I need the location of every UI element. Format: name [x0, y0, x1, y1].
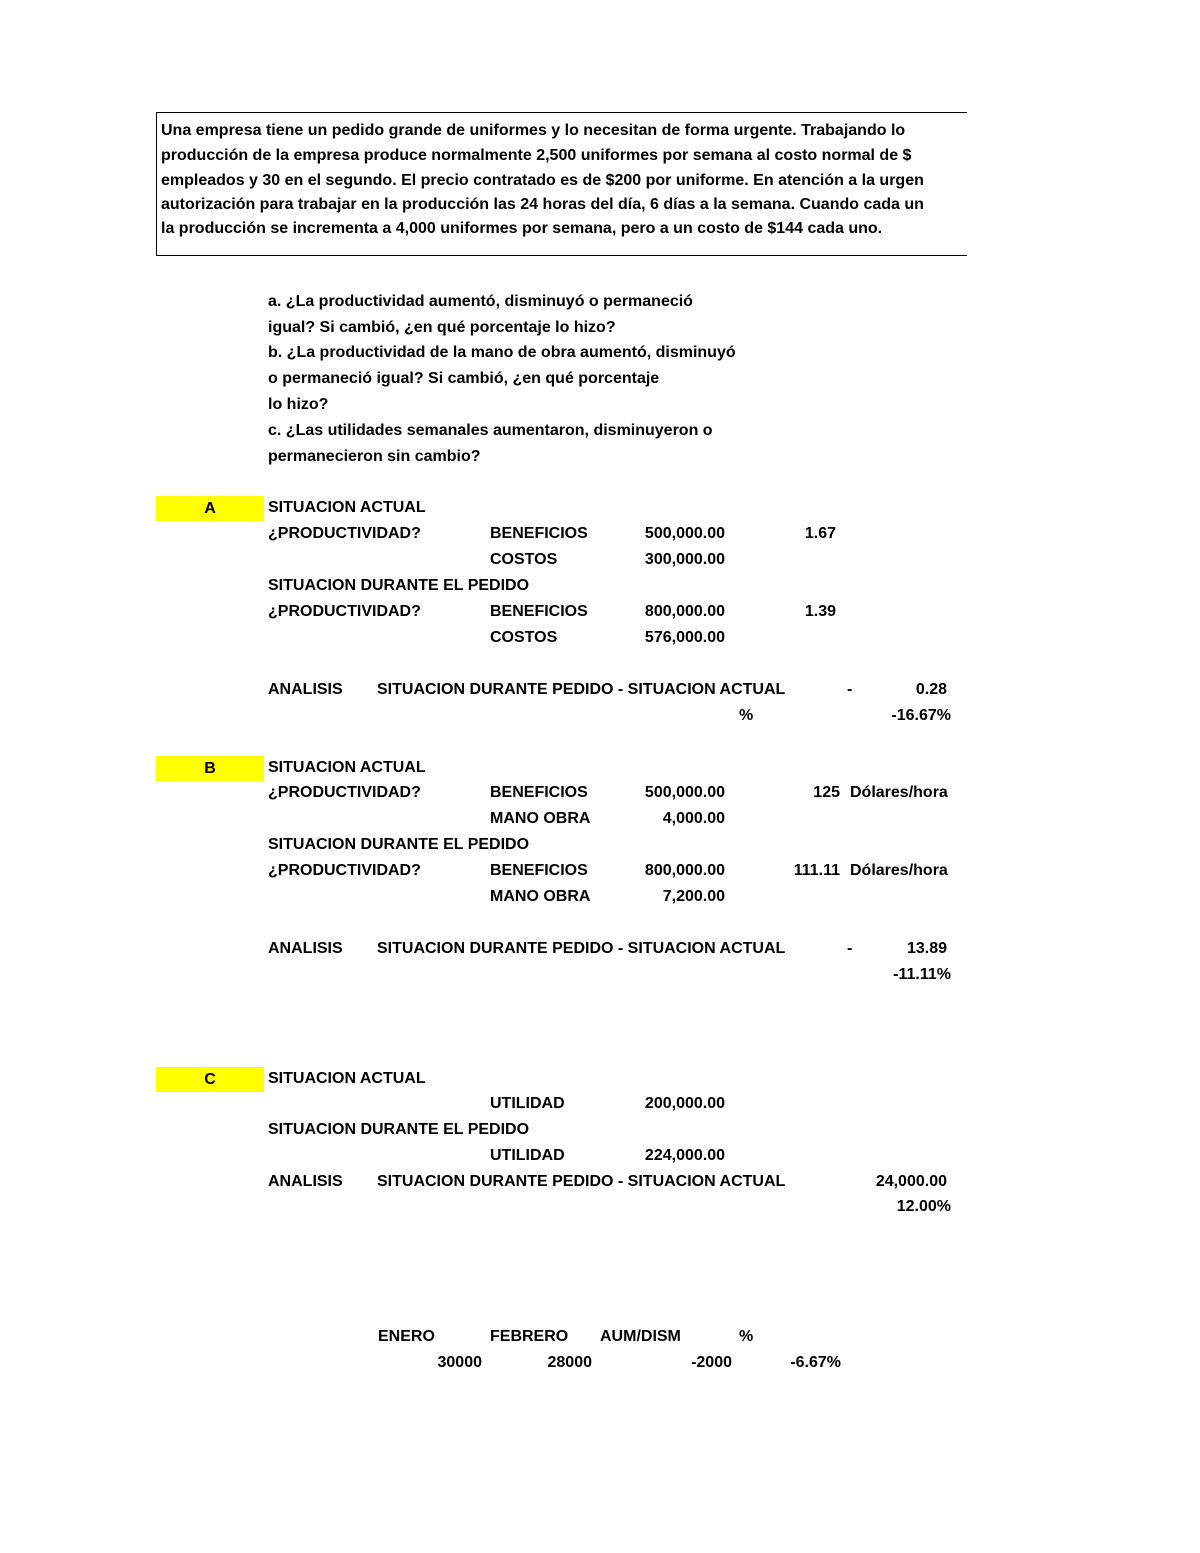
section-subtitle: SITUACION DURANTE EL PEDIDO [268, 1121, 530, 1138]
percent-label: % [739, 707, 754, 724]
analysis-label: ANALISIS [268, 940, 343, 957]
benefits-value: 500,000.00 [644, 784, 725, 801]
analysis-formula: SITUACION DURANTE PEDIDO - SITUACION ACTUAL [377, 940, 786, 957]
labor-label: MANO OBRA [490, 810, 591, 827]
labor-value: 7,200.00 [662, 888, 725, 905]
question-line: a. ¿La productividad aumentó, disminuyó o permaneció [268, 293, 693, 310]
productivity-unit: Dólares/hora [850, 784, 948, 801]
costs-value: 300,000.00 [644, 551, 725, 568]
problem-line: autorización para trabajar en la producción las 24 horas del día, 6 días a la semana. Cuando cada un [161, 196, 924, 213]
problem-line: la producción se incrementa a 4,000 uniformes por semana, pero a un costo de $144 cada uno. [161, 220, 883, 237]
productivity-ratio: 1.67 [804, 525, 836, 542]
problem-line: producción de la empresa produce normalmente 2,500 uniformes por semana al costo normal de $ [161, 147, 912, 164]
section-tag-c: C [156, 1067, 264, 1092]
cell-febrero: 28000 [547, 1354, 592, 1371]
column-header-enero: ENERO [378, 1328, 435, 1345]
problem-statement-box [156, 112, 967, 256]
column-header-percent: % [739, 1328, 754, 1345]
labor-label: MANO OBRA [490, 888, 591, 905]
problem-line: empleados y 30 en el segundo. El precio contratado es de $200 por uniforme. En atención a la urgen [161, 172, 924, 189]
productivity-label: ¿PRODUCTIVIDAD? [268, 603, 421, 620]
analysis-label: ANALISIS [268, 1173, 343, 1190]
question-line: igual? Si cambió, ¿en qué porcentaje lo hizo? [268, 319, 616, 336]
column-header-aum-dism: AUM/DISM [600, 1328, 681, 1345]
benefits-label: BENEFICIOS [490, 862, 588, 879]
section-title: SITUACION ACTUAL [268, 1070, 426, 1087]
profit-value: 200,000.00 [644, 1095, 725, 1112]
section-tag-a: A [156, 496, 264, 521]
benefits-value: 800,000.00 [644, 862, 725, 879]
analysis-dash: - [847, 940, 853, 957]
benefits-label: BENEFICIOS [490, 525, 588, 542]
benefits-value: 800,000.00 [644, 603, 725, 620]
section-tag-b: B [156, 756, 264, 781]
analysis-label: ANALISIS [268, 681, 343, 698]
section-subtitle: SITUACION DURANTE EL PEDIDO [268, 836, 530, 853]
cell-aum-dism: -2000 [691, 1354, 732, 1371]
analysis-percent: -16.67% [891, 707, 951, 724]
section-title: SITUACION ACTUAL [268, 759, 426, 776]
costs-label: COSTOS [490, 629, 558, 646]
profit-value: 224,000.00 [644, 1147, 725, 1164]
analysis-difference: 24,000.00 [875, 1173, 947, 1190]
section-subtitle: SITUACION DURANTE EL PEDIDO [268, 577, 530, 594]
analysis-difference: 13.89 [906, 940, 947, 957]
profit-label: UTILIDAD [490, 1147, 565, 1164]
section-title: SITUACION ACTUAL [268, 499, 426, 516]
analysis-formula: SITUACION DURANTE PEDIDO - SITUACION ACTUAL [377, 1173, 786, 1190]
analysis-percent: -11.11% [893, 966, 951, 983]
question-line: c. ¿Las utilidades semanales aumentaron, disminuyeron o [268, 422, 713, 439]
cell-enero: 30000 [437, 1354, 482, 1371]
costs-value: 576,000.00 [644, 629, 725, 646]
costs-label: COSTOS [490, 551, 558, 568]
analysis-dash: - [847, 681, 853, 698]
productivity-label: ¿PRODUCTIVIDAD? [268, 784, 421, 801]
profit-label: UTILIDAD [490, 1095, 565, 1112]
productivity-label: ¿PRODUCTIVIDAD? [268, 525, 421, 542]
analysis-formula: SITUACION DURANTE PEDIDO - SITUACION ACTUAL [377, 681, 786, 698]
question-line: lo hizo? [268, 396, 329, 413]
question-line: permanecieron sin cambio? [268, 448, 481, 465]
productivity-label: ¿PRODUCTIVIDAD? [268, 862, 421, 879]
productivity-ratio: 111.11 [793, 862, 840, 879]
column-header-febrero: FEBRERO [490, 1328, 569, 1345]
question-line: o permaneció igual? Si cambió, ¿en qué porcentaje [268, 370, 660, 387]
productivity-unit: Dólares/hora [850, 862, 948, 879]
benefits-value: 500,000.00 [644, 525, 725, 542]
problem-line: Una empresa tiene un pedido grande de uniformes y lo necesitan de forma urgente. Trabajando lo [161, 122, 906, 139]
labor-value: 4,000.00 [662, 810, 725, 827]
productivity-ratio: 125 [813, 784, 840, 801]
question-line: b. ¿La productividad de la mano de obra aumentó, disminuyó [268, 344, 736, 361]
benefits-label: BENEFICIOS [490, 603, 588, 620]
benefits-label: BENEFICIOS [490, 784, 588, 801]
analysis-percent: 12.00% [896, 1198, 951, 1215]
cell-percent: -6.67% [790, 1354, 841, 1371]
analysis-difference: 0.28 [915, 681, 947, 698]
productivity-ratio: 1.39 [804, 603, 836, 620]
